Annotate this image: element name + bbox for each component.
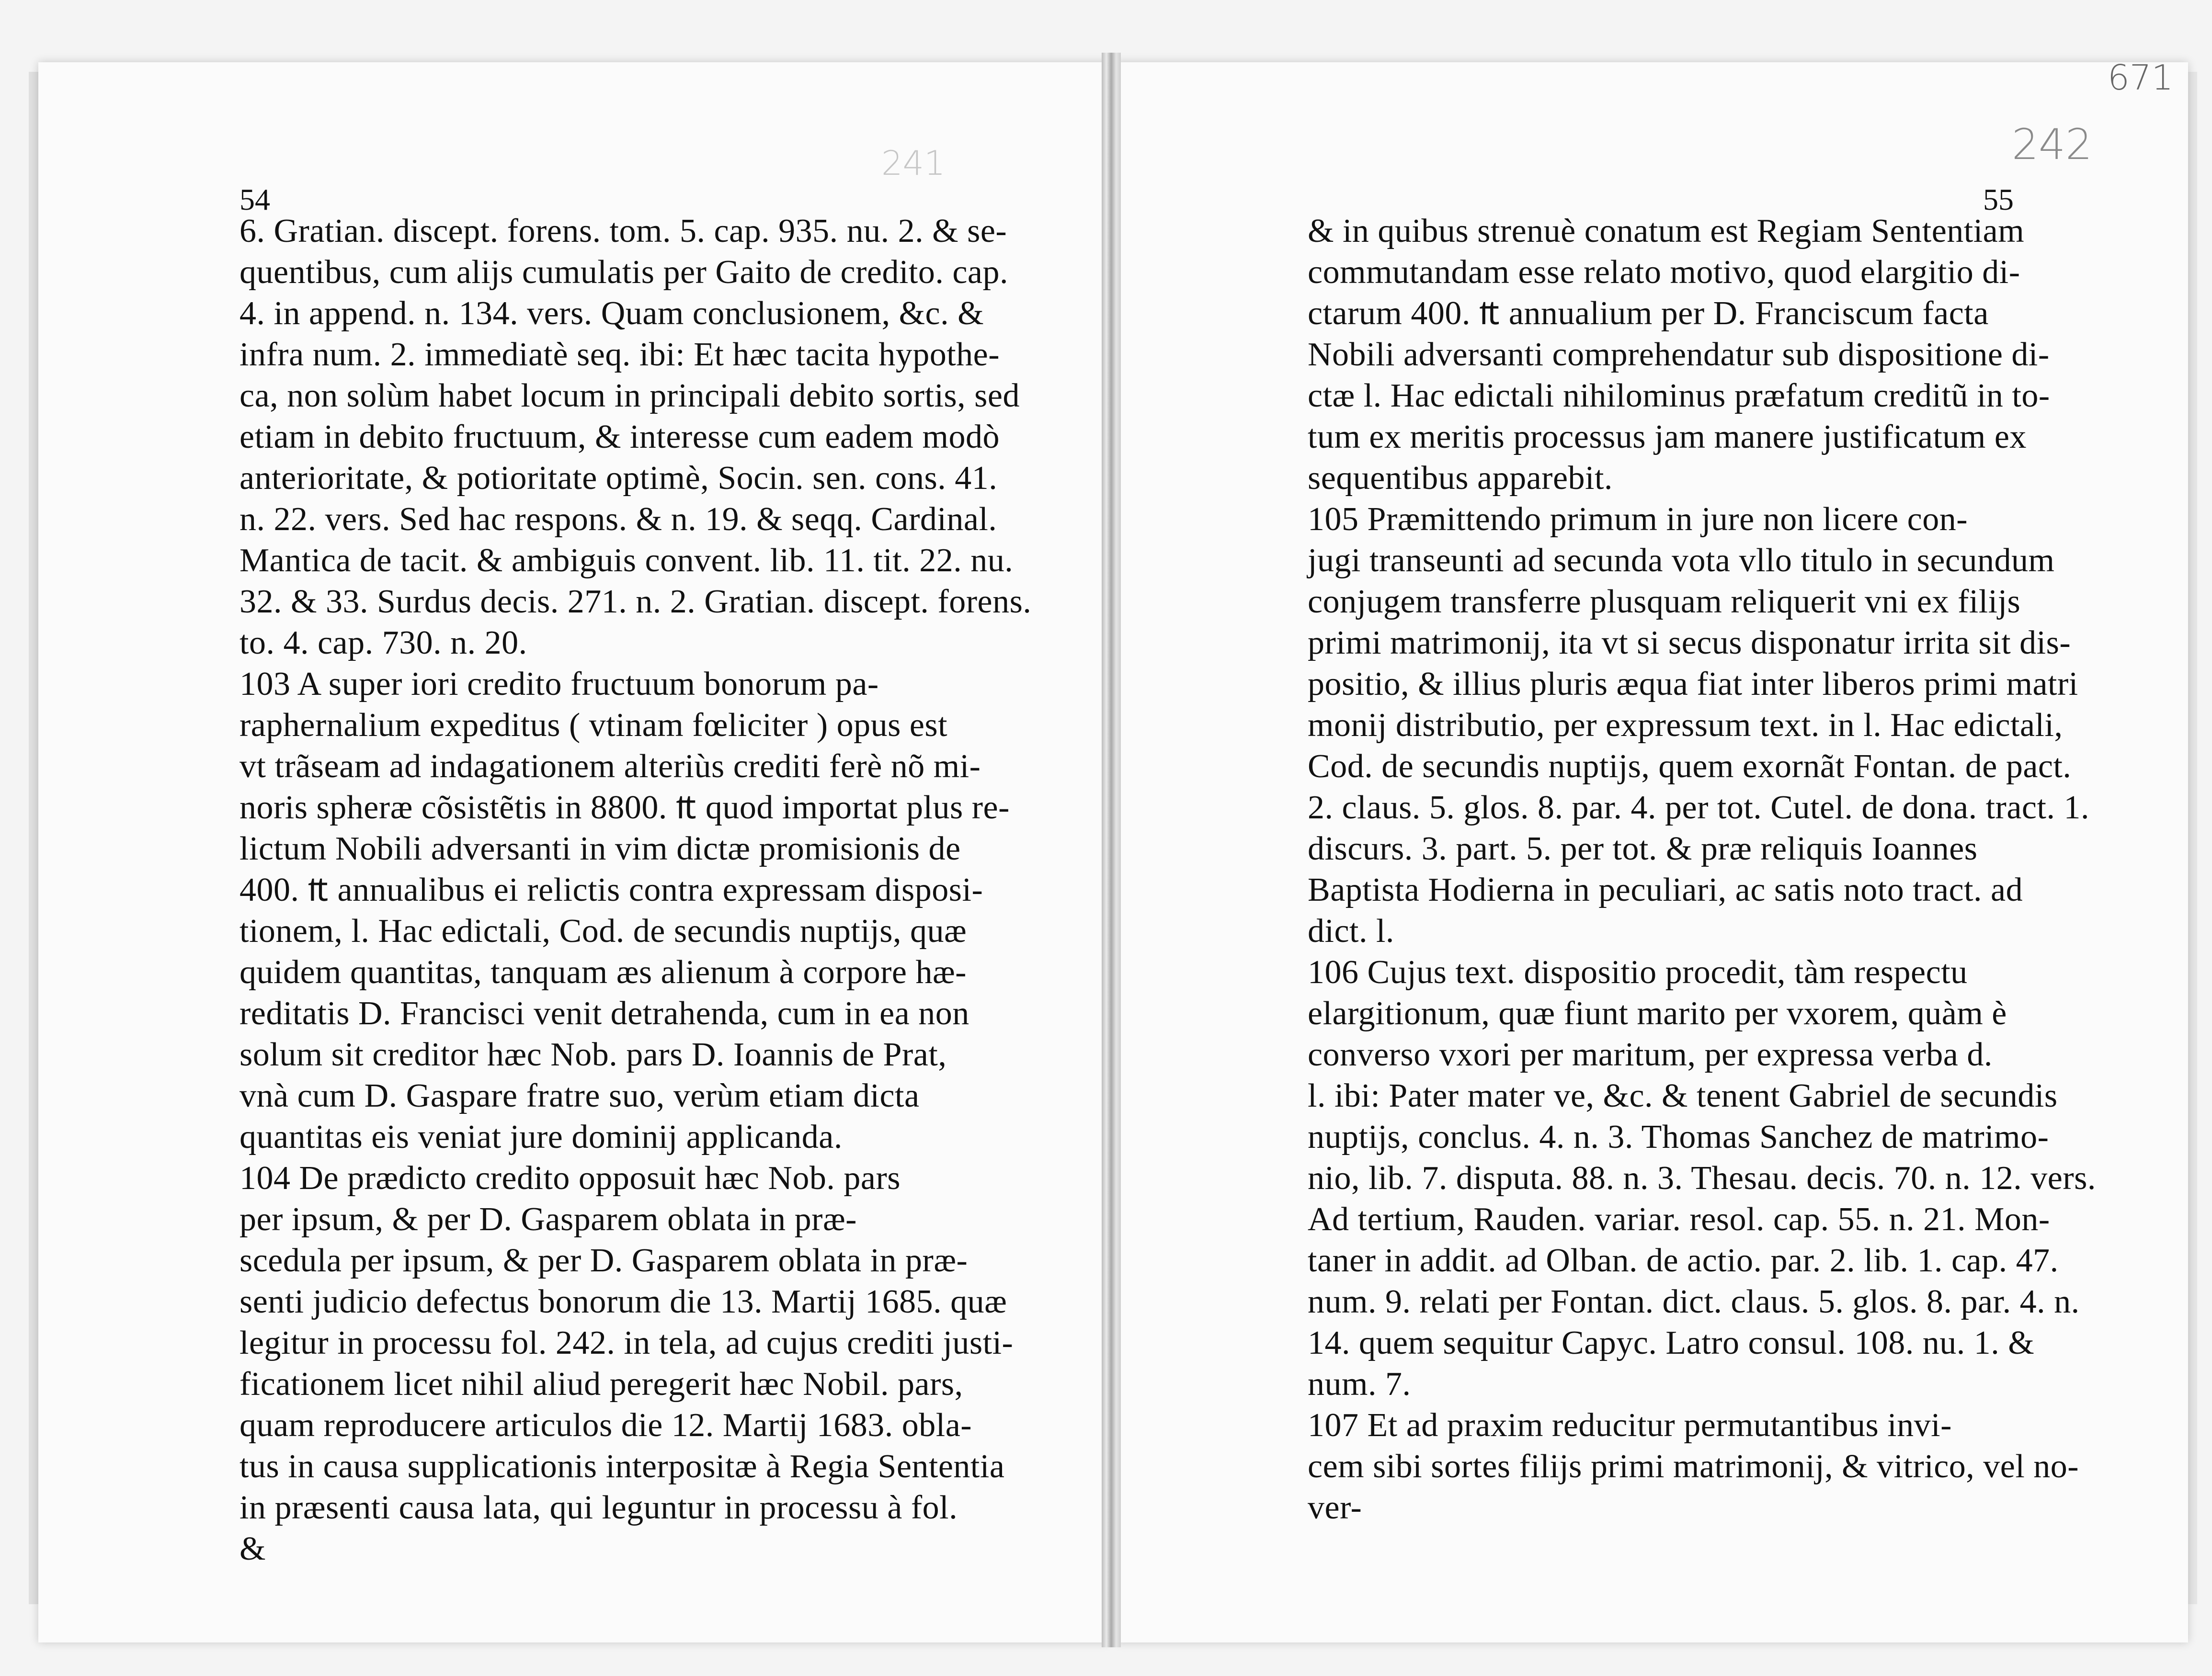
right-page-text-line: primi matrimonij, ita vt si secus disponatur irrita sit dis-	[1308, 624, 2071, 661]
right-page-text-line: & in quibus strenuè conatum est Regiam Sententiam	[1308, 213, 2025, 249]
left-page-text-line: scedula per ipsum, & per D. Gasparem oblata in præ-	[239, 1242, 968, 1279]
right-page-text-line: 105 Præmittendo primum in jure non licere con-	[1308, 501, 1968, 538]
left-page-text-line: noris spheræ cõsistẽtis in 8800. ₶ quod importat plus re-	[239, 789, 1010, 826]
right-page-text-line: 107 Et ad praxim reducitur permutantibus invi-	[1308, 1407, 1952, 1444]
left-page-text-line: solum sit creditor hæc Nob. pars D. Ioannis de Prat,	[239, 1036, 947, 1073]
right-page-text-line: taner in addit. ad Olban. de actio. par. 2. lib. 1. cap. 47.	[1308, 1242, 2059, 1279]
faint-folio-mark: 241	[881, 144, 946, 183]
left-page-text-line: 32. & 33. Surdus decis. 271. n. 2. Gratian. discept. forens.	[239, 583, 1032, 620]
right-page-text-line: converso vxori per maritum, per expressa verba d.	[1308, 1036, 1993, 1073]
handwritten-folio-number: 242	[2012, 120, 2092, 169]
left-page-text-line: etiam in debito fructuum, & interesse cum eadem modò	[239, 419, 1000, 455]
left-page-text-line: quidem quantitas, tanquam æs alienum à corpore hæ-	[239, 954, 967, 991]
left-page-text-line: anterioritate, & potioritate optimè, Socin. sen. cons. 41.	[239, 460, 998, 497]
right-page-text-line: Cod. de secundis nuptijs, quem exornãt Fontan. de pact.	[1308, 748, 2072, 785]
left-page-number: 54	[239, 182, 270, 216]
right-page-text-line: positio, & illius pluris æqua fiat inter liberos primi matri	[1308, 666, 2078, 702]
right-page-text-line: commutandam esse relato motivo, quod elargitio di-	[1308, 254, 2020, 291]
left-page-text-line: 104 De prædicto credito opposuit hæc Nob. pars	[239, 1160, 901, 1197]
right-page-text-line: ver-	[1308, 1489, 1362, 1526]
right-page-text-line: Nobili adversanti comprehendatur sub dispositione di-	[1308, 336, 2050, 373]
left-page-text-line: Mantica de tacit. & ambiguis convent. lib. 11. tit. 22. nu.	[239, 542, 1014, 579]
left-page-text-line: legitur in processu fol. 242. in tela, ad cujus crediti justi-	[239, 1325, 1014, 1361]
right-page-text-line: ctæ l. Hac edictali nihilominus præfatum creditũ in to-	[1308, 377, 2050, 414]
right-page-text-line: nio, lib. 7. disputa. 88. n. 3. Thesau. decis. 70. n. 12. vers.	[1308, 1160, 2096, 1197]
left-page-text-line: quentibus, cum alijs cumulatis per Gaito de credito. cap.	[239, 254, 1009, 291]
right-page-text-line: 106 Cujus text. dispositio procedit, tàm respectu	[1308, 954, 1968, 991]
left-page-text-line: 400. ₶ annualibus ei relictis contra expressam disposi-	[239, 872, 983, 908]
right-page-text-line: Ad tertium, Rauden. variar. resol. cap. 55. n. 21. Mon-	[1308, 1201, 2050, 1238]
right-page-text-line: discurs. 3. part. 5. per tot. & præ reliquis Ioannes	[1308, 830, 1978, 867]
left-page-text-line: infra num. 2. immediatè seq. ibi: Et hæc tacita hypothe-	[239, 336, 1000, 373]
left-page-text	[239, 211, 1032, 1570]
right-page-text	[1308, 211, 2096, 1529]
left-page-text-line: raphernalium expeditus ( vtinam fœliciter ) opus est	[239, 707, 948, 744]
left-page-text-line: quantitas eis veniat jure dominij applicanda.	[239, 1119, 843, 1155]
right-page-text-line: sequentibus apparebit.	[1308, 460, 1613, 497]
left-page-text-line: n. 22. vers. Sed hac respons. & n. 19. & seqq. Cardinal.	[239, 501, 997, 538]
right-page-text-line: nuptijs, conclus. 4. n. 3. Thomas Sanchez de matrimo-	[1308, 1119, 2049, 1155]
right-page-text-line: cem sibi sortes filijs primi matrimonij, & vitrico, vel no-	[1308, 1448, 2079, 1485]
right-page-text-line: tum ex meritis processus jam manere justificatum ex	[1308, 419, 2027, 455]
left-page-text-line: ca, non solùm habet locum in principali debito sortis, sed	[239, 377, 1020, 414]
left-page-text-line: 6. Gratian. discept. forens. tom. 5. cap. 935. nu. 2. & se-	[239, 213, 1007, 249]
left-page-text-line: to. 4. cap. 730. n. 20.	[239, 624, 527, 661]
left-page-text-line: quam reproducere articulos die 12. Martij 1683. obla-	[239, 1407, 972, 1444]
right-page-text-line: Baptista Hodierna in peculiari, ac satis noto tract. ad	[1308, 872, 2023, 908]
left-page-text-line: vt trãseam ad indagationem alteriùs crediti ferè nõ mi-	[239, 748, 981, 785]
right-page-number: 55	[1983, 182, 2014, 216]
left-page-text-line: senti judicio defectus bonorum die 13. Martij 1685. quæ	[239, 1283, 1007, 1320]
left-page-text-line: tus in causa supplicationis interpositæ à Regia Sententia	[239, 1448, 1005, 1485]
left-page-text-line: in præsenti causa lata, qui leguntur in processu à fol.	[239, 1489, 958, 1526]
left-page-text-line: tionem, l. Hac edictali, Cod. de secundis nuptijs, quæ	[239, 913, 967, 950]
right-page-text-line: jugi transeunti ad secunda vota vllo titulo in secundum	[1308, 542, 2055, 579]
left-page-text-line: lictum Nobili adversanti in vim dictæ promisionis de	[239, 830, 961, 867]
right-page-text-line: ctarum 400. ₶ annualium per D. Franciscum facta	[1308, 295, 1989, 332]
left-page-text-line: 103 A super iori credito fructuum bonorum pa-	[239, 666, 879, 702]
right-page-text-line: conjugem transferre plusquam reliquerit vni ex filijs	[1308, 583, 2021, 620]
right-page-text-line: 14. quem sequitur Capyc. Latro consul. 108. nu. 1. &	[1308, 1325, 2035, 1361]
right-page-text-line: 2. claus. 5. glos. 8. par. 4. per tot. Cutel. de dona. tract. 1.	[1308, 789, 2089, 826]
corner-handwritten-number: 671	[2108, 57, 2174, 98]
right-page-text-line: dict. l.	[1308, 913, 1394, 950]
left-page-text-line: ficationem licet nihil aliud peregerit hæc Nobil. pars,	[239, 1366, 963, 1403]
book-spine	[1102, 53, 1121, 1647]
left-page-text-line: 4. in append. n. 134. vers. Quam conclusionem, &c. &	[239, 295, 984, 332]
right-page-text-line: num. 9. relati per Fontan. dict. claus. 5. glos. 8. par. 4. n.	[1308, 1283, 2080, 1320]
left-page-text-line: &	[239, 1530, 266, 1567]
left-page-text-line: vnà cum D. Gaspare fratre suo, verùm etiam dicta	[239, 1077, 920, 1114]
right-page-text-line: elargitionum, quæ fiunt marito per vxorem, quàm è	[1308, 995, 2007, 1032]
left-page-text-line: reditatis D. Francisci venit detrahenda, cum in ea non	[239, 995, 969, 1032]
left-page-text-line: per ipsum, & per D. Gasparem oblata in præ-	[239, 1201, 857, 1238]
right-page-text-line: num. 7.	[1308, 1366, 1411, 1403]
right-page-text-line: l. ibi: Pater mater ve, &c. & tenent Gabriel de secundis	[1308, 1077, 2058, 1114]
right-page-text-line: monij distributio, per expressum text. in l. Hac edictali,	[1308, 707, 2063, 744]
